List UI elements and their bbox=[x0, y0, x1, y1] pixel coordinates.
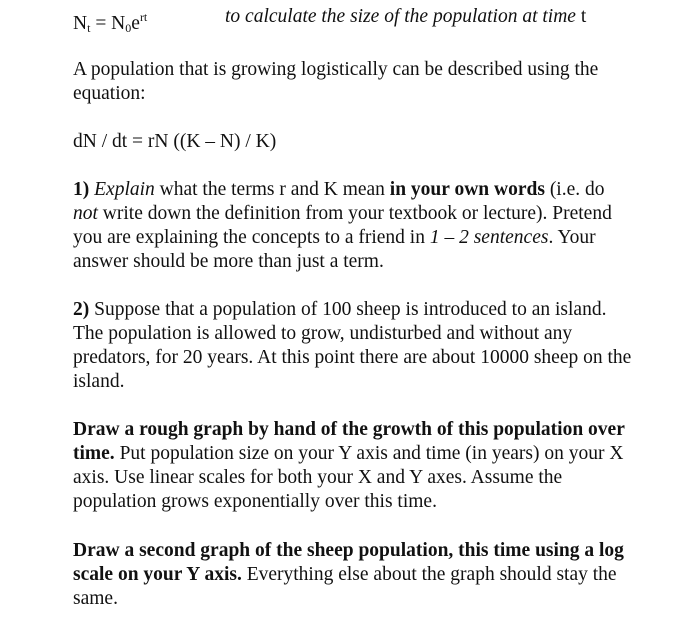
eq-sup-rt: rt bbox=[139, 10, 148, 24]
q1-not: not bbox=[73, 203, 98, 224]
question-2 bbox=[73, 298, 633, 394]
intro-paragraph: A population that is growing logistically can be described using the equation: bbox=[73, 59, 599, 104]
q1-text-3: write down the definition from your textbook or lecture). Pretend you are explaining the concepts to a friend in bbox=[73, 203, 612, 248]
logistic-equation: dN / dt = rN ((K – N) / K) bbox=[73, 131, 277, 152]
graph1-bold: Draw a rough graph by hand of the growth of this population over time. bbox=[73, 419, 625, 464]
eq-e: e bbox=[131, 13, 140, 34]
eq-equals-n: = N bbox=[90, 13, 126, 34]
graph-1-instructions bbox=[73, 418, 633, 514]
eq-sub-t: t bbox=[87, 21, 91, 35]
graph-2-instructions bbox=[73, 539, 633, 611]
q2-number: 2) bbox=[73, 299, 90, 320]
q1-number: 1) bbox=[73, 179, 90, 200]
q1-text-2: (i.e. do bbox=[544, 179, 605, 200]
graph2-text: Everything else about the graph should stay the same. bbox=[73, 564, 617, 609]
q1-explain: Explain bbox=[94, 179, 155, 200]
question-1 bbox=[73, 178, 633, 274]
equation-description-italic: to calculate the size of the population at time bbox=[225, 6, 576, 27]
graph1-text: Put population size on your Y axis and time (in years) on your X axis. Use linear scales for both your X and Y axes. Assume the population grows exponentially over this time. bbox=[73, 443, 624, 512]
eq-sub-0: 0 bbox=[125, 21, 132, 35]
graph2-bold: Draw a second graph of the sheep population, this time using a log scale on your Y axis. bbox=[73, 540, 624, 585]
exponential-equation bbox=[73, 5, 147, 40]
equation-description-t: t bbox=[575, 6, 587, 27]
q2-text: Suppose that a population of 100 sheep is introduced to an island. The population is allowed to grow, undisturbed and without any predators, for 20 years. At this point there are about 10000 sheep on the island. bbox=[73, 299, 632, 392]
q1-range: 1 – 2 sentences bbox=[429, 227, 549, 248]
q1-text-1: what the terms r and K mean bbox=[154, 179, 390, 200]
eq-n: N bbox=[73, 13, 88, 34]
q1-own-words: in your own words bbox=[389, 179, 545, 200]
equation-description bbox=[225, 5, 586, 29]
exponential-equation-line bbox=[73, 5, 673, 35]
q1-text-4: . Your answer should be more than just a term. bbox=[73, 227, 596, 272]
